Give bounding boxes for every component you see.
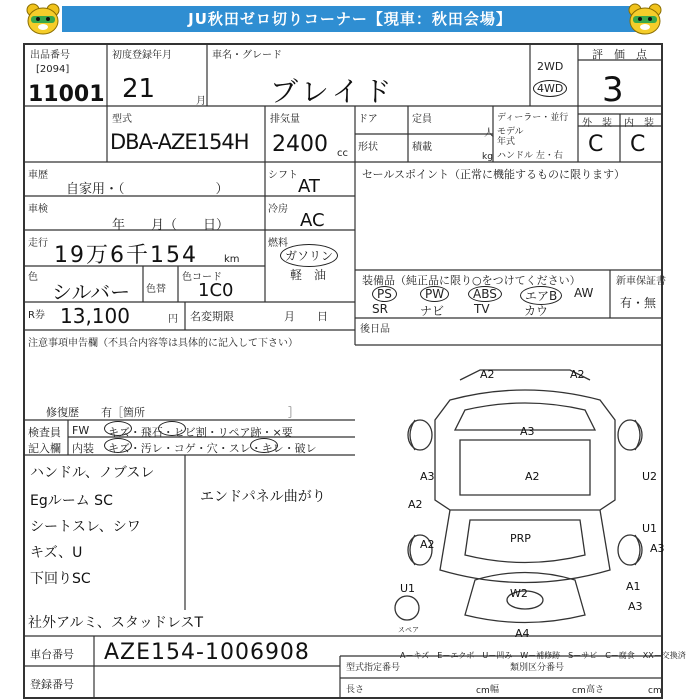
registration-label: 登録番号 [30,678,74,691]
model-value: DBA-AZE154H [110,130,249,154]
interior-label: 内装 [72,442,94,455]
damage-mark: A3 [628,600,643,613]
category-label: 類別区分番号 [510,663,565,673]
damage-mark: A2 [408,498,423,511]
circle-mark [104,438,132,453]
inspection-label: 車検 [28,204,48,215]
displacement-value: 2400 [272,132,328,157]
damage-mark: U1 [642,522,658,535]
mileage-value: 19万6千154 [54,243,198,268]
interior-line: キズ・汚レ・コゲ・穴・スレ・キレ・破レ [108,442,317,455]
damage-mark: A3 [420,470,435,483]
damage-mark: A3 [650,542,665,555]
grade-exterior-value: C [588,132,604,157]
load-label: 積載 [412,142,432,153]
equipment-item: AW [574,286,594,300]
remark-item: Egルーム SC [30,493,113,509]
height-label: 高さ [586,685,605,695]
aircon-value: AC [300,210,325,231]
circle-mark [250,438,278,453]
car-name-value: ブレイド [270,75,396,108]
damage-mark: PRP [510,532,531,545]
damage-mark: A2 [570,368,585,381]
color-label: 色 [28,272,38,283]
damage-mark: A2 [525,470,540,483]
capacity-unit: 人 [484,128,494,139]
name-change-label: 名変期限 [190,310,234,323]
color-value: シルバー [52,280,131,304]
displacement-unit: cc [337,148,348,159]
shape-label: 形状 [358,142,378,153]
equipment-item: ナビ [420,304,445,318]
repair-history: 修復歴 有［箇所 ］ [46,406,299,419]
grade-interior-label: 内 装 [624,118,654,129]
model-spec-label: 型式指定番号 [346,663,401,673]
damage-mark: A2 [420,538,435,551]
mileage-unit: km [224,254,240,265]
warranty-value: 有・無 [620,296,657,310]
usage-value: 自家用・（ ） [66,182,229,197]
page-title: JU秋田ゼロ切りコーナー【現車：秋田会場】 [62,6,638,32]
vehicle-damage-diagram [380,360,670,660]
name-change-value: 月 日 [284,310,328,323]
shift-value: AT [298,176,320,197]
fw-label: FW [72,424,90,437]
car-name-label: 車名・グレード [212,50,282,61]
displacement-label: 排気量 [270,114,300,125]
usage-label: 車歴 [28,170,48,181]
first-reg-month-unit: 月 [196,96,206,107]
width-unit: cm [572,686,586,696]
load-unit: kg [482,152,493,162]
dealer-line1: ディーラー・並行 [497,113,569,123]
aircon-label: 冷房 [268,204,288,215]
damage-mark: A1 [626,580,641,593]
warranty-label: 新車保証書 [616,276,666,287]
door-label: ドア [358,114,378,125]
inspector-label: 検査員 [28,426,61,439]
first-reg-label: 初度登録年月 [112,50,172,61]
remark-item: シートスレ、シワ [30,519,141,535]
remark-item: ハンドル、ノブスレ [30,465,155,481]
circle-mark [104,421,132,436]
notes-label: 注意事項申告欄（不具合内容等は具体的に記入して下さい） [28,338,298,349]
fuel-gasoline: ガソリン [280,244,338,267]
first-reg-year: 21 [122,74,156,104]
remark-item: 下回りSC [30,571,91,587]
model-label: 型式 [112,114,132,125]
chassis-label: 車台番号 [30,648,74,661]
grade-value: 3 [602,70,624,110]
damage-mark: W2 [510,587,528,600]
fw-line: キズ・飛石・ヒビ割・リペア跡・×要 [108,426,293,439]
dealer-line3: 年式 [497,137,516,147]
equipment-item: エアB [520,286,562,305]
equipment-item: PS [372,286,397,302]
recycle-label: R券 [28,310,45,321]
grade-exterior-label: 外 装 [582,118,612,129]
shift-label: シフト [268,170,298,181]
drive-2wd: 2WD [537,60,564,73]
color-code-label: 色コード [182,272,222,283]
damage-mark: U2 [642,470,658,483]
damage-mark: A3 [520,425,535,438]
damage-mark: A2 [480,368,495,381]
remark-item: キズ、U [30,545,83,561]
length-label: 長さ [346,685,365,695]
fuel-label: 燃料 [268,238,288,249]
lot-number: 11001 [28,82,105,107]
sales-point-label: セールスポイント（正常に機能するものに限ります） [362,168,626,181]
fuel-diesel: 軽 油 [290,268,327,282]
spare-label: スペア [398,626,419,634]
after-sale-label: 後日品 [360,324,390,335]
dealer-line4: ハンドル 左・右 [497,151,563,161]
equipment-item: カウ [524,304,549,318]
lot-label: 出品番号 [30,50,70,61]
grade-interior-value: C [630,132,646,157]
capacity-label: 定員 [412,114,432,125]
equipment-item: ABS [468,286,502,302]
recycle-value: 13,100 [60,304,130,328]
length-unit: cm [476,686,490,696]
damage-mark: U1 [400,582,416,595]
width-label: 幅 [490,685,500,695]
color-tone-label: 色替 [146,284,166,295]
equipment-item: SR [372,302,388,316]
inspection-value: 年 月（ 日） [112,218,230,233]
dealer-line2: モデル [497,127,524,137]
equipment-item: PW [420,286,449,302]
equipment-item: TV [474,302,490,316]
record-label: 記入欄 [28,442,61,455]
damage-mark: A4 [515,627,530,640]
remark-item: 社外アルミ、スタッドレスT [28,615,204,631]
mileage-label: 走行 [28,238,48,249]
chassis-value: AZE154-1006908 [104,640,310,665]
remark-right: エンドパネル曲がり [200,489,326,505]
grade-label: 評 価 点 [592,48,647,61]
circle-mark [158,421,186,436]
drive-4wd: 4WD [533,80,567,97]
recycle-unit: 円 [168,314,178,325]
damage-legend: A－キズ E－エクボ U－凹み W－補修跡 S－サビ C－腐食 XX－交換済 [400,651,686,660]
color-code-value: 1C0 [198,280,234,301]
equipment-label: 装備品（純正品に限り○をつけてください） [362,274,581,287]
lot-sub: [2094] [36,64,70,75]
height-unit: cm [648,686,662,696]
